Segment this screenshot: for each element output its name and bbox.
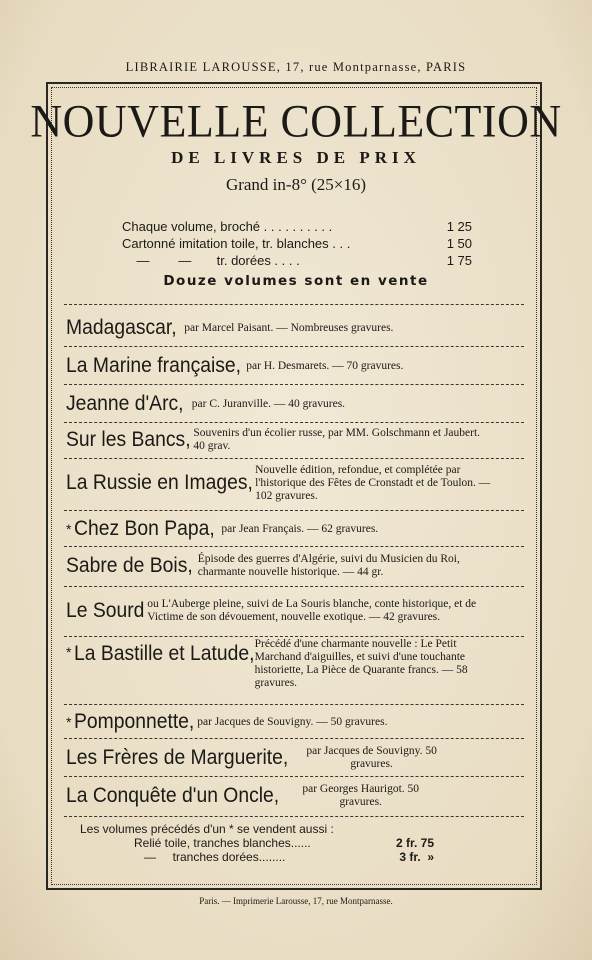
book-title: Madagascar, [66,316,177,339]
collection-subtitle: DE LIVRES DE PRIX [171,148,421,167]
book-description: Précédé d'une charmante nouvelle : Le Petit Marchand d'aiguilles, et suivi d'une touchante historiette, La Pièce de Quarante francs. — 58 gravures. [254,638,468,689]
divider [64,384,524,385]
book-title: La Conquête d'un Oncle, [66,784,280,807]
price-label: — — tr. dorées . . . . [122,253,300,268]
divider [64,816,524,817]
book-description: par C. Juranville. — 40 gravures. [191,397,346,410]
book-description: par Jean Français. — 62 gravures. [221,522,379,535]
binding-row [134,836,434,850]
divider [64,510,524,511]
book-description: Souvenirs d'un écolier russe, par MM. Golschmann et Jaubert. 40 grav. [193,427,481,452]
binding-label: — tranches dorées........ [134,850,286,864]
volumes-on-sale-heading: Douze volumes sont en vente [163,273,429,289]
book-title: Jeanne d'Arc, [66,392,184,415]
divider [64,346,524,347]
book-entry [66,348,522,384]
divider [64,546,524,547]
price-value: 1 25 [446,219,472,234]
price-value: 1 50 [446,236,472,251]
asterisk-marker: * [66,521,72,537]
divider [64,458,524,459]
book-entry [66,706,522,738]
book-entry [66,460,522,506]
book-description: par Jacques de Souvigny. 50 gravures. [306,745,437,770]
book-title: Chez Bon Papa, [74,517,216,540]
book-entry [66,310,522,346]
book-entry [66,424,522,456]
binding-price: 3 fr. » [399,850,434,864]
price-row [122,235,472,252]
book-entry [66,512,522,546]
divider [64,704,524,705]
book-description: par H. Desmarets. — 70 gravures. [246,359,404,372]
book-description: par Marcel Paisant. — Nombreuses gravures. [184,321,394,334]
price-row [122,218,472,235]
price-row [122,252,472,269]
price-list [122,218,472,269]
book-title: Le Sourd [66,599,145,622]
price-label: Cartonné imitation toile, tr. blanches . . . [122,236,351,251]
asterisk-marker: * [66,644,72,660]
book-entry [66,588,522,634]
book-title: La Russie en Images, [66,471,253,494]
book-description: par Jacques de Souvigny. — 50 gravures. [197,715,388,728]
price-label: Chaque volume, broché . . . . . . . . . . [122,219,333,234]
publisher-header: LIBRAIRIE LAROUSSE, 17, rue Montparnasse, PARIS [125,60,467,74]
collection-title: NOUVELLE COLLECTION [30,95,562,148]
price-value: 1 75 [446,253,472,268]
book-entry [66,386,522,422]
binding-notes [80,822,520,864]
binding-price: 2 fr. 75 [395,836,434,850]
book-entry [66,638,522,700]
book-title: Les Frères de Marguerite, [66,746,289,769]
book-description: par Georges Haurigot. 50 gravures. [302,783,420,808]
book-entry [66,778,522,814]
book-title: Sabre de Bois, [66,554,193,577]
divider [64,776,524,777]
book-description: Épisode des guerres d'Algérie, suivi du Musicien du Roi, charmante nouvelle historique. — 44 gr. [197,553,460,578]
book-entry [66,740,522,776]
binding-row [134,850,434,864]
book-title: Pomponnette, [74,710,195,733]
book-title: Sur les Bancs, [66,428,191,451]
book-description: Nouvelle édition, refondue, et complétée par l'historique des Fêtes de Cronstadt et de Toulon. — 102 gravures. [255,463,491,502]
book-description: ou L'Auberge pleine, suivi de La Souris blanche, conte historique, et de Victime de son dévouement, nouvelle exotique. — 42 gravures. [147,598,477,623]
binding-label: Relié toile, tranches blanches...... [134,836,311,850]
divider [64,422,524,423]
book-entry [66,548,522,584]
printer-colophon: Paris. — Imprimerie Larousse, 17, rue Montparnasse. [199,896,393,906]
asterisk-marker: * [66,714,72,730]
binding-intro: Les volumes précédés d'un * se vendent aussi : [80,822,334,836]
book-format: Grand in-8° (25×16) [225,175,367,194]
divider [64,304,524,305]
book-title: La Marine française, [66,354,242,377]
book-title: La Bastille et Latude, [74,642,255,665]
divider [64,586,524,587]
divider [64,738,524,739]
divider [64,636,524,637]
